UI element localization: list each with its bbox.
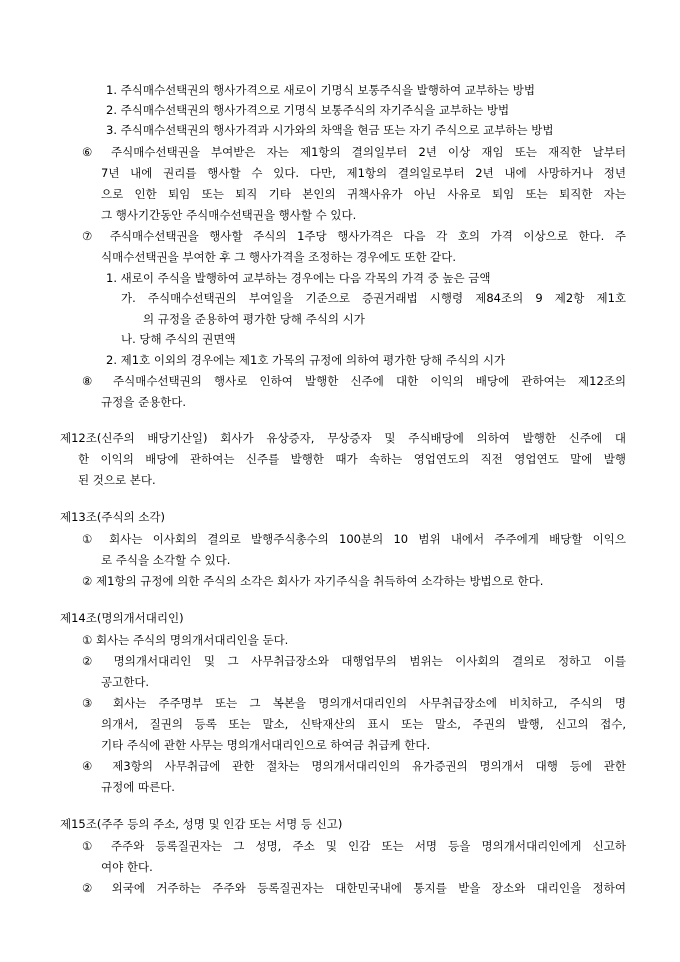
option-method-3: 3. 주식매수선택권의 행사가격과 시가와의 차액을 현금 또는 자기 주식으로 교부하는 방법: [106, 123, 554, 137]
paragraph-7-subitem-na: 나. 당해 주식의 권면액: [121, 332, 236, 346]
article-14-paragraph-1: ① 회사는 주식의 명의개서대리인을 둔다.: [82, 633, 289, 647]
paragraph-7-item-1: 1. 새로이 주식을 발행하여 교부하는 경우에는 다음 각목의 가격 중 높은 금액: [106, 271, 491, 285]
article-13-paragraph-2: ② 제1항의 규정에 의한 주식의 소각은 회사가 자기주식을 취득하여 소각하는 방법으로 한다.: [82, 574, 544, 588]
paragraph-8-line: 규정을 준용한다.: [101, 395, 187, 409]
paragraph-6-line: 으로 인한 퇴임 또는 퇴직 기타 본인의 귀책사유가 아닌 사유로 퇴임 또는 퇴직한 자는: [101, 187, 626, 201]
paragraph-6-line: ⑥ 주식매수선택권을 부여받은 자는 제1항의 결의일부터 2년 이상 재임 또는 재직한 날부터: [82, 145, 626, 159]
paragraph-7-item-2: 2. 제1호 이외의 경우에는 제1호 가목의 규정에 의하여 평가한 당해 주식의 시가: [106, 353, 506, 367]
article-15-paragraph-1: 여야 한다.: [101, 860, 153, 874]
paragraph-7-line: ⑦ 주식매수선택권을 행사할 주식의 1주당 행사가격은 다음 각 호의 가격 이상으로 한다. 주: [82, 229, 626, 243]
article-14-paragraph-4: 규정에 따른다.: [101, 780, 175, 794]
article-14-paragraph-3: 기타 주식에 관한 사무는 명의개서대리인으로 하여금 취급케 한다.: [101, 738, 431, 752]
paragraph-7-subitem-ga: 의 규정을 준용하여 평가한 당해 주식의 시가: [143, 312, 365, 326]
article-14-paragraph-2: 공고한다.: [101, 675, 150, 689]
article-12-text: 한 이익의 배당에 관하여는 신주를 발행한 때가 속하는 영업연도의 직전 영업연도 말에 발행: [78, 452, 626, 466]
article-13-heading: 제13조(주식의 소각): [60, 510, 166, 524]
article-14-paragraph-4: ④ 제3항의 사무취급에 관한 절차는 명의개서대리인의 유가증권의 명의개서 대행 등에 관한: [82, 759, 626, 773]
article-13-paragraph-1: 로 주식을 소각할 수 있다.: [101, 553, 231, 567]
paragraph-7-subitem-ga: 가. 주식매수선택권의 부여일을 기준으로 증권거래법 시행령 제84조의 9 제2항 제1호: [121, 291, 626, 305]
article-12-heading: 제12조(신주의 배당기산일) 회사가 유상증자, 무상증자 및 주식배당에 의하여 발행한 신주에 대: [60, 431, 626, 445]
paragraph-6-line: 7년 내에 권리를 행사할 수 있다. 다만, 제1항의 결의일로부터 2년 내에 사망하거나 정년: [101, 166, 626, 180]
option-method-2: 2. 주식매수선택권의 행사가격으로 기명식 보통주식의 자기주식을 교부하는 방법: [106, 103, 510, 117]
paragraph-8-line: ⑧ 주식매수선택권의 행사로 인하여 발행한 신주에 대한 이익의 배당에 관하여는 제12조의: [82, 374, 626, 388]
paragraph-6-line: 그 행사기간동안 주식매수선택권을 행사할 수 있다.: [101, 208, 357, 222]
article-14-paragraph-2: ② 명의개서대리인 및 그 사무취급장소와 대행업무의 범위는 이사회의 결의로 정하고 이를: [82, 654, 626, 668]
article-15-heading: 제15조(주주 등의 주소, 성명 및 인감 또는 서명 등 신고): [60, 817, 343, 831]
article-13-paragraph-1: ① 회사는 이사회의 결의로 발행주식총수의 100분의 10 범위 내에서 주주에게 배당할 이익으: [82, 532, 626, 546]
article-15-paragraph-1: ① 주주와 등록질권자는 그 성명, 주소 및 인감 또는 서명 등을 명의개서대리인에게 신고하: [82, 839, 626, 853]
option-method-1: 1. 주식매수선택권의 행사가격으로 새로이 기명식 보통주식을 발행하여 교부하는 방법: [106, 83, 536, 97]
article-14-heading: 제14조(명의개서대리인): [60, 611, 184, 625]
article-15-paragraph-2: ② 외국에 거주하는 주주와 등록질권자는 대한민국내에 통지를 받을 장소와 대리인을 정하여: [82, 881, 626, 895]
article-14-paragraph-3: ③ 회사는 주주명부 또는 그 복본을 명의개서대리인의 사무취급장소에 비치하고, 주식의 명: [82, 696, 626, 710]
paragraph-7-line: 식매수선택권을 부여한 후 그 행사가격을 조정하는 경우에도 또한 같다.: [101, 250, 457, 264]
article-14-paragraph-3: 의개서, 질권의 등록 또는 말소, 신탁재산의 표시 또는 말소, 주권의 발행, 신고의 접수,: [101, 717, 626, 731]
article-12-text: 된 것으로 본다.: [78, 473, 156, 487]
